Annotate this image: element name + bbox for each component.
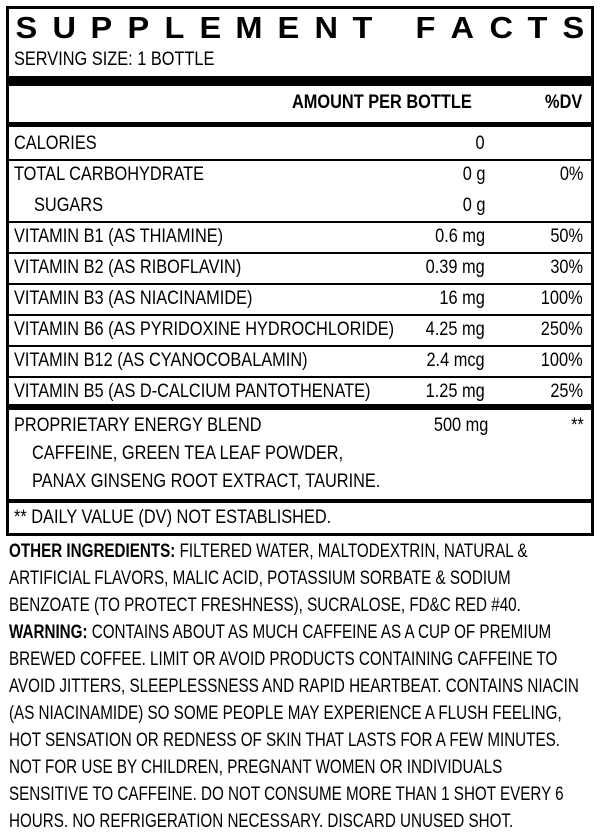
warning-text: HOT SENSATION OR REDNESS OF SKIN THAT LASTS FOR A FEW MINUTES. <box>9 730 560 751</box>
blend-amount: 500 mg <box>433 415 488 436</box>
warning-text: CONTAINS ABOUT AS MUCH CAFFEINE AS A CUP OF PREMIUM <box>87 622 552 643</box>
title-letter: P <box>127 10 150 45</box>
warning <box>9 619 593 835</box>
warning-text: SENSITIVE TO CAFFEINE. DO NOT CONSUME MORE THAN 1 SHOT EVERY 6 <box>9 784 564 805</box>
title-letter: T <box>352 10 373 45</box>
nutrient-dv: 100% <box>541 288 583 309</box>
other-ingredients-label: OTHER INGREDIENTS: <box>9 541 176 562</box>
title-letter: N <box>314 10 338 45</box>
nutrient-name: VITAMIN B5 (AS D-CALCIUM PANTOTHENATE) <box>14 381 371 402</box>
nutrient-dv: 250% <box>541 319 583 340</box>
title-letter: S <box>562 10 585 45</box>
nutrient-dv: 25% <box>550 381 583 402</box>
nutrient-amount: 1.25 mg <box>425 381 485 402</box>
warning-label: WARNING: <box>9 622 88 643</box>
footnote-divider <box>9 499 591 503</box>
nutrient-amount: 0 g <box>462 195 485 216</box>
warning-text: (AS NIACINAMIDE) SO SOME PEOPLE MAY EXPERIENCE A FLUSH FEELING, <box>9 703 562 724</box>
title-letter: E <box>277 10 300 45</box>
nutrient-name: TOTAL CARBOHYDRATE <box>14 164 205 185</box>
title-letter: E <box>199 10 221 45</box>
nutrient-amount: 0 <box>475 133 485 154</box>
warning-text: BREWED COFFEE. LIMIT OR AVOID PRODUCTS CONTAINING CAFFEINE TO <box>9 649 558 670</box>
nutrient-amount: 16 mg <box>439 288 485 309</box>
nutrient-name: VITAMIN B12 (AS CYANOCOBALAMIN) <box>14 350 308 371</box>
nutrient-amount: 2.4 mcg <box>426 350 485 371</box>
header-divider <box>9 122 591 127</box>
nutrient-name: VITAMIN B3 (AS NIACINAMIDE) <box>14 288 253 309</box>
amount-column-header: AMOUNT PER BOTTLE <box>292 92 472 113</box>
blend-divider <box>9 404 591 410</box>
blend-dv: ** <box>571 415 584 436</box>
blend-name: PROPRIETARY ENERGY BLEND <box>14 415 262 436</box>
title-letter: C <box>489 10 513 45</box>
title-letter: T <box>527 10 548 45</box>
warning-text: NOT FOR USE BY CHILDREN, PREGNANT WOMEN OR INDIVIDUALS <box>9 757 503 778</box>
other-ingredients-text: ARTIFICIAL FLAVORS, MALIC ACID, POTASSIUM SORBATE & SODIUM <box>9 568 511 589</box>
nutrient-row <box>9 315 591 346</box>
warning-text: HOURS. NO REFRIGERATION NECESSARY. DISCARD UNUSED SHOT. <box>9 811 514 832</box>
serving-size: SERVING SIZE: 1 BOTTLE <box>14 49 215 70</box>
nutrient-name: VITAMIN B2 (AS RIBOFLAVIN) <box>14 257 242 278</box>
nutrient-dv: 0% <box>559 164 583 185</box>
dv-footnote: ** DAILY VALUE (DV) NOT ESTABLISHED. <box>14 507 332 528</box>
blend-ingredients-line: CAFFEINE, GREEN TEA LEAF POWDER, <box>32 443 344 464</box>
title-letter: U <box>52 10 76 45</box>
nutrient-name: VITAMIN B1 (AS THIAMINE) <box>14 226 224 247</box>
other-ingredients-text: BENZOATE (TO PROTECT FRESHNESS), SUCRALOSE, FD&C RED #40. <box>9 595 521 616</box>
nutrient-row <box>9 191 591 222</box>
nutrient-row <box>9 129 591 160</box>
thick-divider <box>9 76 591 86</box>
warning-text: AVOID JITTERS, SLEEPLESSNESS AND RAPID HEARTBEAT. CONTAINS NIACIN <box>9 676 579 697</box>
nutrient-dv: 30% <box>550 257 583 278</box>
title-letter: F <box>415 10 436 45</box>
nutrient-dv: 100% <box>541 350 583 371</box>
title-letter: M <box>235 10 263 45</box>
title-letter: S <box>15 10 38 45</box>
other-ingredients <box>9 538 593 619</box>
nutrient-name: SUGARS <box>34 195 104 216</box>
title-letter: L <box>164 10 185 45</box>
nutrient-amount: 0.6 mg <box>435 226 485 247</box>
panel-title <box>16 10 584 46</box>
nutrient-name: VITAMIN B6 (AS PYRIDOXINE HYDROCHLORIDE) <box>14 319 395 340</box>
nutrient-amount: 4.25 mg <box>425 319 485 340</box>
title-letter: P <box>90 10 113 45</box>
nutrient-row <box>9 253 591 284</box>
nutrient-amount: 0 g <box>462 164 485 185</box>
nutrient-dv: 50% <box>550 226 583 247</box>
nutrient-row <box>9 284 591 315</box>
other-ingredients-text: FILTERED WATER, MALTODEXTRIN, NATURAL & <box>175 541 528 562</box>
nutrient-row <box>9 222 591 253</box>
dv-column-header: %DV <box>544 92 582 113</box>
nutrient-name: CALORIES <box>14 133 97 154</box>
blend-ingredients-line: PANAX GINSENG ROOT EXTRACT, TAURINE. <box>32 471 381 492</box>
nutrient-row <box>9 346 591 377</box>
title-letter: A <box>450 10 475 45</box>
nutrient-amount: 0.39 mg <box>425 257 485 278</box>
nutrient-row <box>9 160 591 191</box>
